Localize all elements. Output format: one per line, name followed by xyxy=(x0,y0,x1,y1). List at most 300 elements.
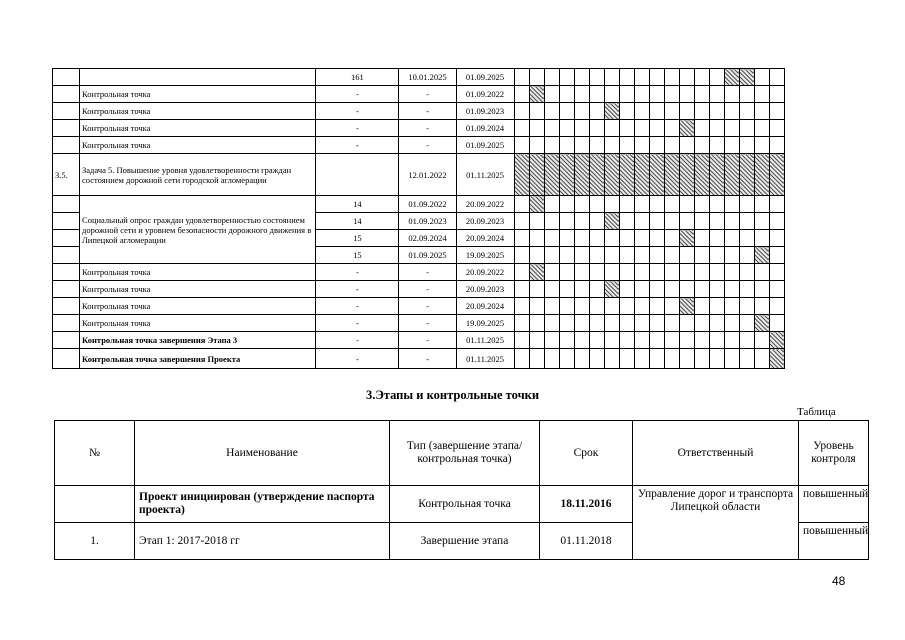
gantt-cell xyxy=(709,103,724,120)
gantt-cell xyxy=(514,137,529,154)
gantt-cell xyxy=(769,298,784,315)
gantt-cell xyxy=(679,137,694,154)
gantt-cell xyxy=(664,315,679,332)
gantt-cell xyxy=(709,281,724,298)
gantt-cell xyxy=(589,103,604,120)
gantt-cell xyxy=(589,86,604,103)
gantt-cell xyxy=(664,281,679,298)
gantt-cell xyxy=(544,196,559,213)
gantt-num xyxy=(53,264,80,281)
gantt-start: 01.09.2025 xyxy=(399,247,456,264)
gantt-cell xyxy=(724,332,739,349)
gantt-cell xyxy=(739,349,754,369)
gantt-cell xyxy=(514,86,529,103)
gantt-cell xyxy=(664,69,679,86)
gantt-cell xyxy=(754,69,769,86)
gantt-cell xyxy=(559,213,574,230)
gantt-cell xyxy=(664,264,679,281)
gantt-cell xyxy=(724,298,739,315)
gantt-qty: - xyxy=(316,120,399,137)
gantt-cell xyxy=(649,315,664,332)
gantt-cell xyxy=(544,264,559,281)
gantt-cell xyxy=(544,230,559,247)
gantt-cell xyxy=(574,154,589,196)
gantt-cell xyxy=(604,230,619,247)
gantt-cell xyxy=(679,230,694,247)
gantt-num xyxy=(53,281,80,298)
gantt-cell xyxy=(544,247,559,264)
gantt-cell xyxy=(514,69,529,86)
gantt-cell xyxy=(589,154,604,196)
gantt-cell xyxy=(619,298,634,315)
gantt-cell xyxy=(574,230,589,247)
gantt-cell xyxy=(619,349,634,369)
table-label: Таблица xyxy=(797,406,836,418)
gantt-qty: - xyxy=(316,264,399,281)
gantt-cell xyxy=(694,264,709,281)
gantt-start: - xyxy=(399,332,456,349)
gantt-cell xyxy=(739,196,754,213)
gantt-cell xyxy=(739,137,754,154)
gantt-num xyxy=(53,69,80,86)
header-deadline: Срок xyxy=(540,421,633,486)
gantt-end: 20.09.2022 xyxy=(456,196,514,213)
gantt-cell xyxy=(769,349,784,369)
gantt-cell xyxy=(769,196,784,213)
gantt-cell xyxy=(694,332,709,349)
gantt-cell xyxy=(679,154,694,196)
gantt-row xyxy=(53,332,785,349)
gantt-cell xyxy=(724,86,739,103)
gantt-cell xyxy=(724,196,739,213)
gantt-cell xyxy=(754,196,769,213)
gantt-qty: - xyxy=(316,332,399,349)
gantt-cell xyxy=(739,120,754,137)
gantt-cell xyxy=(694,69,709,86)
gantt-cell xyxy=(709,137,724,154)
gantt-cell xyxy=(559,349,574,369)
gantt-cell xyxy=(559,69,574,86)
gantt-num xyxy=(53,332,80,349)
gantt-cell xyxy=(544,154,559,196)
gantt-cell xyxy=(529,247,544,264)
gantt-cell xyxy=(559,137,574,154)
gantt-cell xyxy=(604,332,619,349)
gantt-cell xyxy=(679,247,694,264)
gantt-cell xyxy=(574,137,589,154)
gantt-cell xyxy=(619,264,634,281)
gantt-cell xyxy=(529,230,544,247)
gantt-cell xyxy=(589,247,604,264)
gantt-cell xyxy=(739,69,754,86)
gantt-cell xyxy=(709,196,724,213)
gantt-cell xyxy=(619,281,634,298)
gantt-cell xyxy=(754,315,769,332)
gantt-cell xyxy=(679,213,694,230)
gantt-cell xyxy=(514,103,529,120)
gantt-cell xyxy=(649,298,664,315)
gantt-cell xyxy=(559,298,574,315)
gantt-num xyxy=(53,120,80,137)
gantt-cell xyxy=(529,196,544,213)
gantt-cell xyxy=(514,247,529,264)
gantt-cell xyxy=(694,247,709,264)
stage-type: Контрольная точка xyxy=(390,486,540,523)
gantt-cell xyxy=(604,86,619,103)
gantt-cell xyxy=(559,120,574,137)
gantt-cell xyxy=(604,154,619,196)
gantt-qty: - xyxy=(316,298,399,315)
gantt-cell xyxy=(709,230,724,247)
gantt-cell xyxy=(664,247,679,264)
gantt-num xyxy=(53,103,80,120)
stages-row xyxy=(55,486,869,523)
gantt-row xyxy=(53,137,785,154)
gantt-cell xyxy=(529,69,544,86)
gantt-cell xyxy=(544,332,559,349)
gantt-cell xyxy=(619,154,634,196)
gantt-cell xyxy=(589,213,604,230)
gantt-cell xyxy=(724,154,739,196)
gantt-qty: 15 xyxy=(316,247,399,264)
header-name: Наименование xyxy=(135,421,390,486)
gantt-cell xyxy=(544,103,559,120)
gantt-start: 02.09.2024 xyxy=(399,230,456,247)
gantt-qty: 15 xyxy=(316,230,399,247)
gantt-cell xyxy=(529,264,544,281)
gantt-cell xyxy=(739,213,754,230)
gantt-cell xyxy=(514,213,529,230)
gantt-num xyxy=(53,349,80,369)
gantt-end: 20.09.2023 xyxy=(456,213,514,230)
gantt-cell xyxy=(649,120,664,137)
gantt-end: 20.09.2024 xyxy=(456,298,514,315)
gantt-cell xyxy=(619,69,634,86)
header-level: Уровень контроля xyxy=(799,421,869,486)
gantt-cell xyxy=(529,298,544,315)
gantt-cell xyxy=(754,213,769,230)
stage-deadline: 01.11.2018 xyxy=(540,523,633,560)
gantt-cell xyxy=(769,137,784,154)
gantt-cell xyxy=(529,332,544,349)
gantt-qty: - xyxy=(316,349,399,369)
gantt-cell xyxy=(649,86,664,103)
gantt-cell xyxy=(634,154,649,196)
stage-responsible: Управление дорог и транспорта Липецкой области xyxy=(633,486,799,560)
gantt-cell xyxy=(664,154,679,196)
gantt-start: - xyxy=(399,120,456,137)
gantt-cell xyxy=(679,103,694,120)
gantt-cell xyxy=(754,137,769,154)
gantt-name: Контрольная точка завершения Этапа 3 xyxy=(80,332,316,349)
gantt-cell xyxy=(604,264,619,281)
gantt-cell xyxy=(724,349,739,369)
gantt-cell xyxy=(634,230,649,247)
gantt-cell xyxy=(529,315,544,332)
gantt-name: Контрольная точка xyxy=(80,298,316,315)
gantt-cell xyxy=(544,137,559,154)
gantt-cell xyxy=(709,154,724,196)
gantt-cell xyxy=(724,69,739,86)
gantt-cell xyxy=(754,349,769,369)
gantt-cell xyxy=(724,247,739,264)
gantt-cell xyxy=(559,196,574,213)
gantt-cell xyxy=(574,349,589,369)
gantt-qty: 14 xyxy=(316,196,399,213)
gantt-num xyxy=(53,230,80,247)
gantt-cell xyxy=(604,247,619,264)
gantt-num xyxy=(53,298,80,315)
gantt-end: 01.09.2023 xyxy=(456,103,514,120)
gantt-cell xyxy=(754,247,769,264)
stage-level: повышенный xyxy=(799,523,869,560)
gantt-cell xyxy=(589,332,604,349)
gantt-cell xyxy=(619,137,634,154)
gantt-cell xyxy=(679,196,694,213)
gantt-cell xyxy=(619,230,634,247)
header-num: № xyxy=(55,421,135,486)
gantt-cell xyxy=(649,154,664,196)
gantt-end: 20.09.2023 xyxy=(456,281,514,298)
gantt-cell xyxy=(739,230,754,247)
gantt-cell xyxy=(769,213,784,230)
gantt-cell xyxy=(709,298,724,315)
gantt-end: 01.11.2025 xyxy=(456,154,514,196)
gantt-start: - xyxy=(399,137,456,154)
gantt-cell xyxy=(709,315,724,332)
gantt-cell xyxy=(769,264,784,281)
gantt-qty: - xyxy=(316,315,399,332)
gantt-cell xyxy=(574,69,589,86)
gantt-cell xyxy=(649,69,664,86)
gantt-qty: - xyxy=(316,86,399,103)
gantt-cell xyxy=(649,247,664,264)
gantt-cell xyxy=(589,196,604,213)
gantt-cell xyxy=(559,247,574,264)
gantt-cell xyxy=(574,247,589,264)
gantt-cell xyxy=(589,281,604,298)
gantt-cell xyxy=(574,298,589,315)
gantt-num xyxy=(53,137,80,154)
gantt-cell xyxy=(739,332,754,349)
gantt-start: - xyxy=(399,264,456,281)
gantt-cell xyxy=(544,298,559,315)
gantt-cell xyxy=(544,315,559,332)
gantt-end: 19.09.2025 xyxy=(456,247,514,264)
gantt-cell xyxy=(634,315,649,332)
gantt-cell xyxy=(709,69,724,86)
gantt-cell xyxy=(724,281,739,298)
gantt-cell xyxy=(709,120,724,137)
gantt-cell xyxy=(544,120,559,137)
gantt-qty: - xyxy=(316,281,399,298)
gantt-cell xyxy=(754,264,769,281)
gantt-cell xyxy=(514,315,529,332)
gantt-end: 01.11.2025 xyxy=(456,349,514,369)
gantt-cell xyxy=(694,120,709,137)
gantt-cell xyxy=(769,103,784,120)
gantt-cell xyxy=(574,103,589,120)
gantt-name: Контрольная точка xyxy=(80,103,316,120)
gantt-row xyxy=(53,103,785,120)
header-responsible: Ответственный xyxy=(633,421,799,486)
gantt-cell xyxy=(514,230,529,247)
gantt-cell xyxy=(694,196,709,213)
gantt-cell xyxy=(724,213,739,230)
gantt-cell xyxy=(754,103,769,120)
gantt-num xyxy=(53,86,80,103)
gantt-cell xyxy=(634,103,649,120)
gantt-cell xyxy=(709,86,724,103)
gantt-row xyxy=(53,315,785,332)
gantt-cell xyxy=(694,230,709,247)
gantt-cell xyxy=(634,69,649,86)
gantt-cell xyxy=(769,332,784,349)
gantt-name: Контрольная точка xyxy=(80,281,316,298)
gantt-qty: 14 xyxy=(316,213,399,230)
gantt-row xyxy=(53,349,785,369)
gantt-qty: - xyxy=(316,137,399,154)
gantt-cell xyxy=(694,315,709,332)
gantt-cell xyxy=(739,264,754,281)
gantt-cell xyxy=(679,315,694,332)
gantt-cell xyxy=(679,298,694,315)
gantt-cell xyxy=(514,298,529,315)
gantt-name: Контрольная точка xyxy=(80,315,316,332)
gantt-cell xyxy=(619,332,634,349)
gantt-cell xyxy=(769,120,784,137)
gantt-cell xyxy=(619,315,634,332)
gantt-cell xyxy=(529,213,544,230)
gantt-num: 3.5. xyxy=(53,154,80,196)
gantt-cell xyxy=(769,315,784,332)
gantt-cell xyxy=(694,137,709,154)
gantt-name: Контрольная точка xyxy=(80,86,316,103)
gantt-cell xyxy=(589,264,604,281)
gantt-cell xyxy=(664,120,679,137)
gantt-cell xyxy=(664,298,679,315)
gantt-cell xyxy=(634,349,649,369)
gantt-row xyxy=(53,154,785,196)
gantt-cell xyxy=(649,103,664,120)
gantt-cell xyxy=(724,120,739,137)
gantt-cell xyxy=(619,120,634,137)
gantt-cell xyxy=(634,196,649,213)
gantt-cell xyxy=(559,264,574,281)
gantt-name: Контрольная точка xyxy=(80,120,316,137)
gantt-cell xyxy=(694,349,709,369)
gantt-name: Социальный опрос граждан удовлетворенностью состоянием дорожной сети и уровнем безопасности дорожного движения в Липецкой агломерации xyxy=(80,196,316,264)
gantt-cell xyxy=(559,315,574,332)
gantt-cell xyxy=(739,315,754,332)
gantt-cell xyxy=(694,213,709,230)
gantt-cell xyxy=(709,332,724,349)
gantt-cell xyxy=(619,196,634,213)
gantt-cell xyxy=(604,349,619,369)
gantt-cell xyxy=(574,120,589,137)
gantt-cell xyxy=(604,103,619,120)
gantt-cell xyxy=(664,103,679,120)
gantt-end: 20.09.2022 xyxy=(456,264,514,281)
gantt-cell xyxy=(604,315,619,332)
gantt-cell xyxy=(574,196,589,213)
gantt-cell xyxy=(664,349,679,369)
stage-num xyxy=(55,486,135,523)
gantt-cell xyxy=(559,230,574,247)
gantt-cell xyxy=(739,298,754,315)
gantt-cell xyxy=(649,349,664,369)
gantt-cell xyxy=(604,120,619,137)
stages-table xyxy=(54,420,869,560)
gantt-cell xyxy=(664,230,679,247)
gantt-cell xyxy=(634,86,649,103)
gantt-row xyxy=(53,281,785,298)
gantt-cell xyxy=(739,154,754,196)
gantt-cell xyxy=(544,86,559,103)
gantt-cell xyxy=(574,86,589,103)
gantt-cell xyxy=(619,86,634,103)
gantt-start: 10.01.2025 xyxy=(399,69,456,86)
gantt-end: 01.09.2022 xyxy=(456,86,514,103)
gantt-cell xyxy=(529,137,544,154)
page-number: 48 xyxy=(832,574,846,588)
gantt-cell xyxy=(694,154,709,196)
gantt-cell xyxy=(724,137,739,154)
stage-num: 1. xyxy=(55,523,135,560)
gantt-cell xyxy=(589,230,604,247)
gantt-cell xyxy=(634,137,649,154)
gantt-num xyxy=(53,315,80,332)
gantt-name: Контрольная точка xyxy=(80,137,316,154)
gantt-cell xyxy=(559,281,574,298)
gantt-name: Задача 5. Повышение уровня удовлетворенности граждан состоянием дорожной сети городской агломерации xyxy=(80,154,316,196)
gantt-cell xyxy=(634,213,649,230)
gantt-cell xyxy=(694,103,709,120)
section-title: 3.Этапы и контрольные точки xyxy=(365,388,540,402)
gantt-row xyxy=(53,264,785,281)
gantt-row xyxy=(53,69,785,86)
gantt-cell xyxy=(589,69,604,86)
gantt-cell xyxy=(664,137,679,154)
gantt-cell xyxy=(529,281,544,298)
gantt-cell xyxy=(589,298,604,315)
gantt-cell xyxy=(649,281,664,298)
gantt-cell xyxy=(574,281,589,298)
gantt-cell xyxy=(634,281,649,298)
gantt-table xyxy=(52,68,785,369)
gantt-cell xyxy=(664,213,679,230)
gantt-row xyxy=(53,86,785,103)
gantt-cell xyxy=(619,247,634,264)
gantt-cell xyxy=(514,264,529,281)
gantt-qty: - xyxy=(316,103,399,120)
gantt-name: Контрольная точка xyxy=(80,264,316,281)
gantt-cell xyxy=(589,137,604,154)
gantt-cell xyxy=(709,349,724,369)
stage-name: Этап 1: 2017-2018 гг xyxy=(135,523,390,560)
gantt-cell xyxy=(514,281,529,298)
gantt-cell xyxy=(604,69,619,86)
gantt-num xyxy=(53,196,80,213)
gantt-cell xyxy=(649,264,664,281)
stage-name: Проект инициирован (утверждение паспорта проекта) xyxy=(135,486,390,523)
gantt-cell xyxy=(739,103,754,120)
gantt-cell xyxy=(739,86,754,103)
gantt-cell xyxy=(634,298,649,315)
gantt-cell xyxy=(604,196,619,213)
gantt-cell xyxy=(754,281,769,298)
gantt-cell xyxy=(604,137,619,154)
